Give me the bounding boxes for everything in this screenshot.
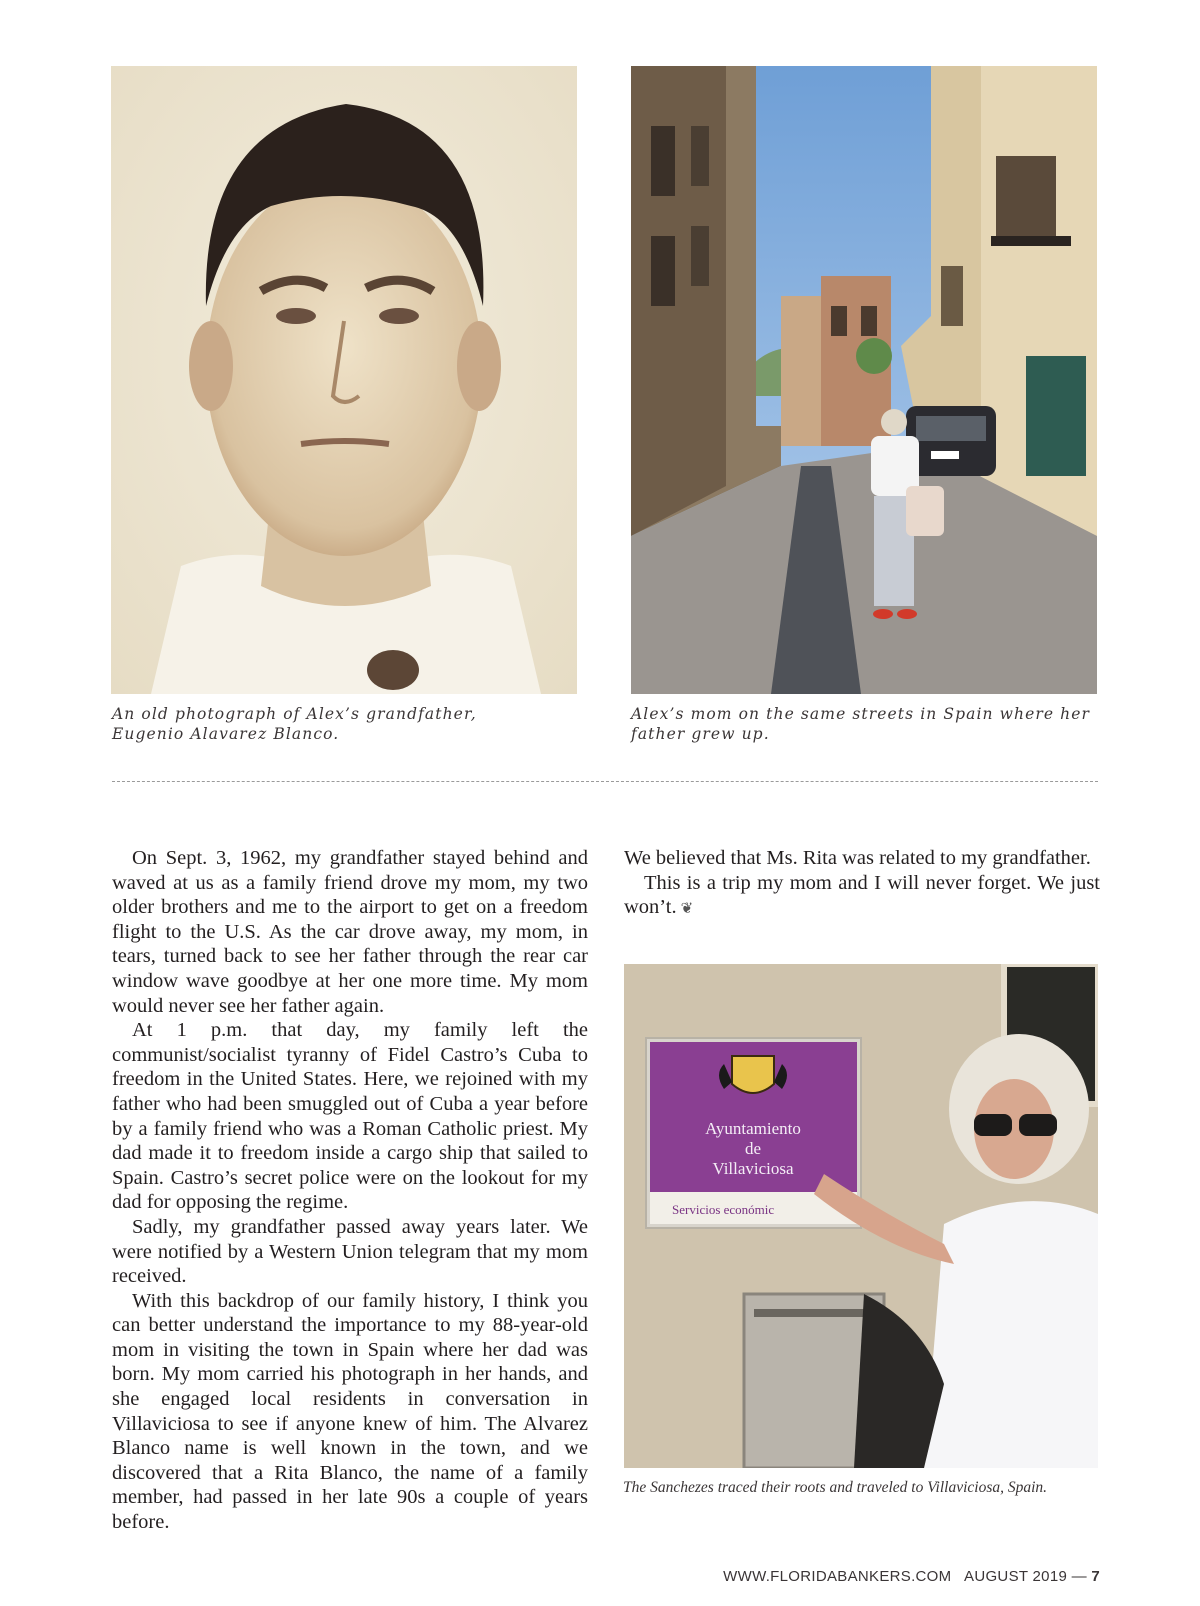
street-photo <box>631 66 1097 694</box>
grandfather-photo <box>111 66 577 694</box>
sign-text-de: de <box>744 1139 762 1158</box>
paragraph: Sadly, my grandfather passed away years later. We were notified by a Western Union telegram that my mom received. <box>112 1215 588 1288</box>
closing-sentence: This is a trip my mom and I will never forget. We just won’t. <box>624 871 1100 919</box>
paragraph: With this backdrop of our family history, I think you can better understand the importance to my 88-year-old mom in visiting the town in Spain where her dad was born. My mom carried his photograph in her hands, and she engaged local residents in conversation in Villaviciosa to see if anyone knew of him. The Alvarez Blanco name is well known in the town, and we discovered that a Rita Blanco, the name of a family member, had passed in her late 90s a couple of years before. <box>112 1289 588 1534</box>
street-caption: Alex’s mom on the same streets in Spain where her father grew up. <box>631 705 1091 743</box>
sign-text-villaviciosa: Villaviciosa <box>712 1159 794 1178</box>
footer-issue: AUGUST 2019 — <box>964 1568 1087 1585</box>
paragraph <box>624 871 1100 922</box>
grandfather-portrait-image <box>111 66 577 694</box>
article-left-column <box>112 846 588 1535</box>
sign-caption: The Sanchezes traced their roots and traveled to Villaviciosa, Spain. <box>623 1479 1048 1496</box>
footer-website: WWW.FLORIDABANKERS.COM <box>723 1568 952 1585</box>
sign-text-ayuntamiento: Ayuntamiento <box>705 1119 801 1138</box>
paragraph: At 1 p.m. that day, my family left the communist/socialist tyranny of Fidel Castro’s Cuba to freedom in the United States. Here, we rejoined with my father who had been smuggled out of Cuba a year before by a family friend who was a Roman Catholic priest. My dad made it to freedom inside a cargo ship that sailed to Spain. Castro’s secret police were on the lookout for my dad for opposing the regime. <box>112 1019 588 1214</box>
section-divider <box>112 781 1098 782</box>
grandfather-caption: An old photograph of Alex’s grandfather, Eugenio Alavarez Blanco. <box>112 705 477 743</box>
paragraph: On Sept. 3, 1962, my grandfather stayed behind and waved at us as a family friend drove my mom, my two older brothers and me to the airport to get on a freedom flight to the U.S. As the car drove away, my mom, in tears, turned back to see her father through the rear car window wave goodbye at her one more time. My mom would never see her father again. <box>112 847 588 1017</box>
sign-text-servicios: Servicios económic <box>672 1202 775 1217</box>
paragraph: We believed that Ms. Rita was related to my grandfather. <box>624 847 1091 869</box>
page-number: 7 <box>1091 1568 1100 1585</box>
end-of-article-icon: ❦ <box>680 901 694 918</box>
villaviciosa-sign-photo <box>624 964 1098 1468</box>
street-scene-image <box>631 66 1097 694</box>
page-footer <box>723 1568 1100 1585</box>
article-right-column <box>624 846 1100 922</box>
sign-photo-image <box>624 964 1098 1468</box>
